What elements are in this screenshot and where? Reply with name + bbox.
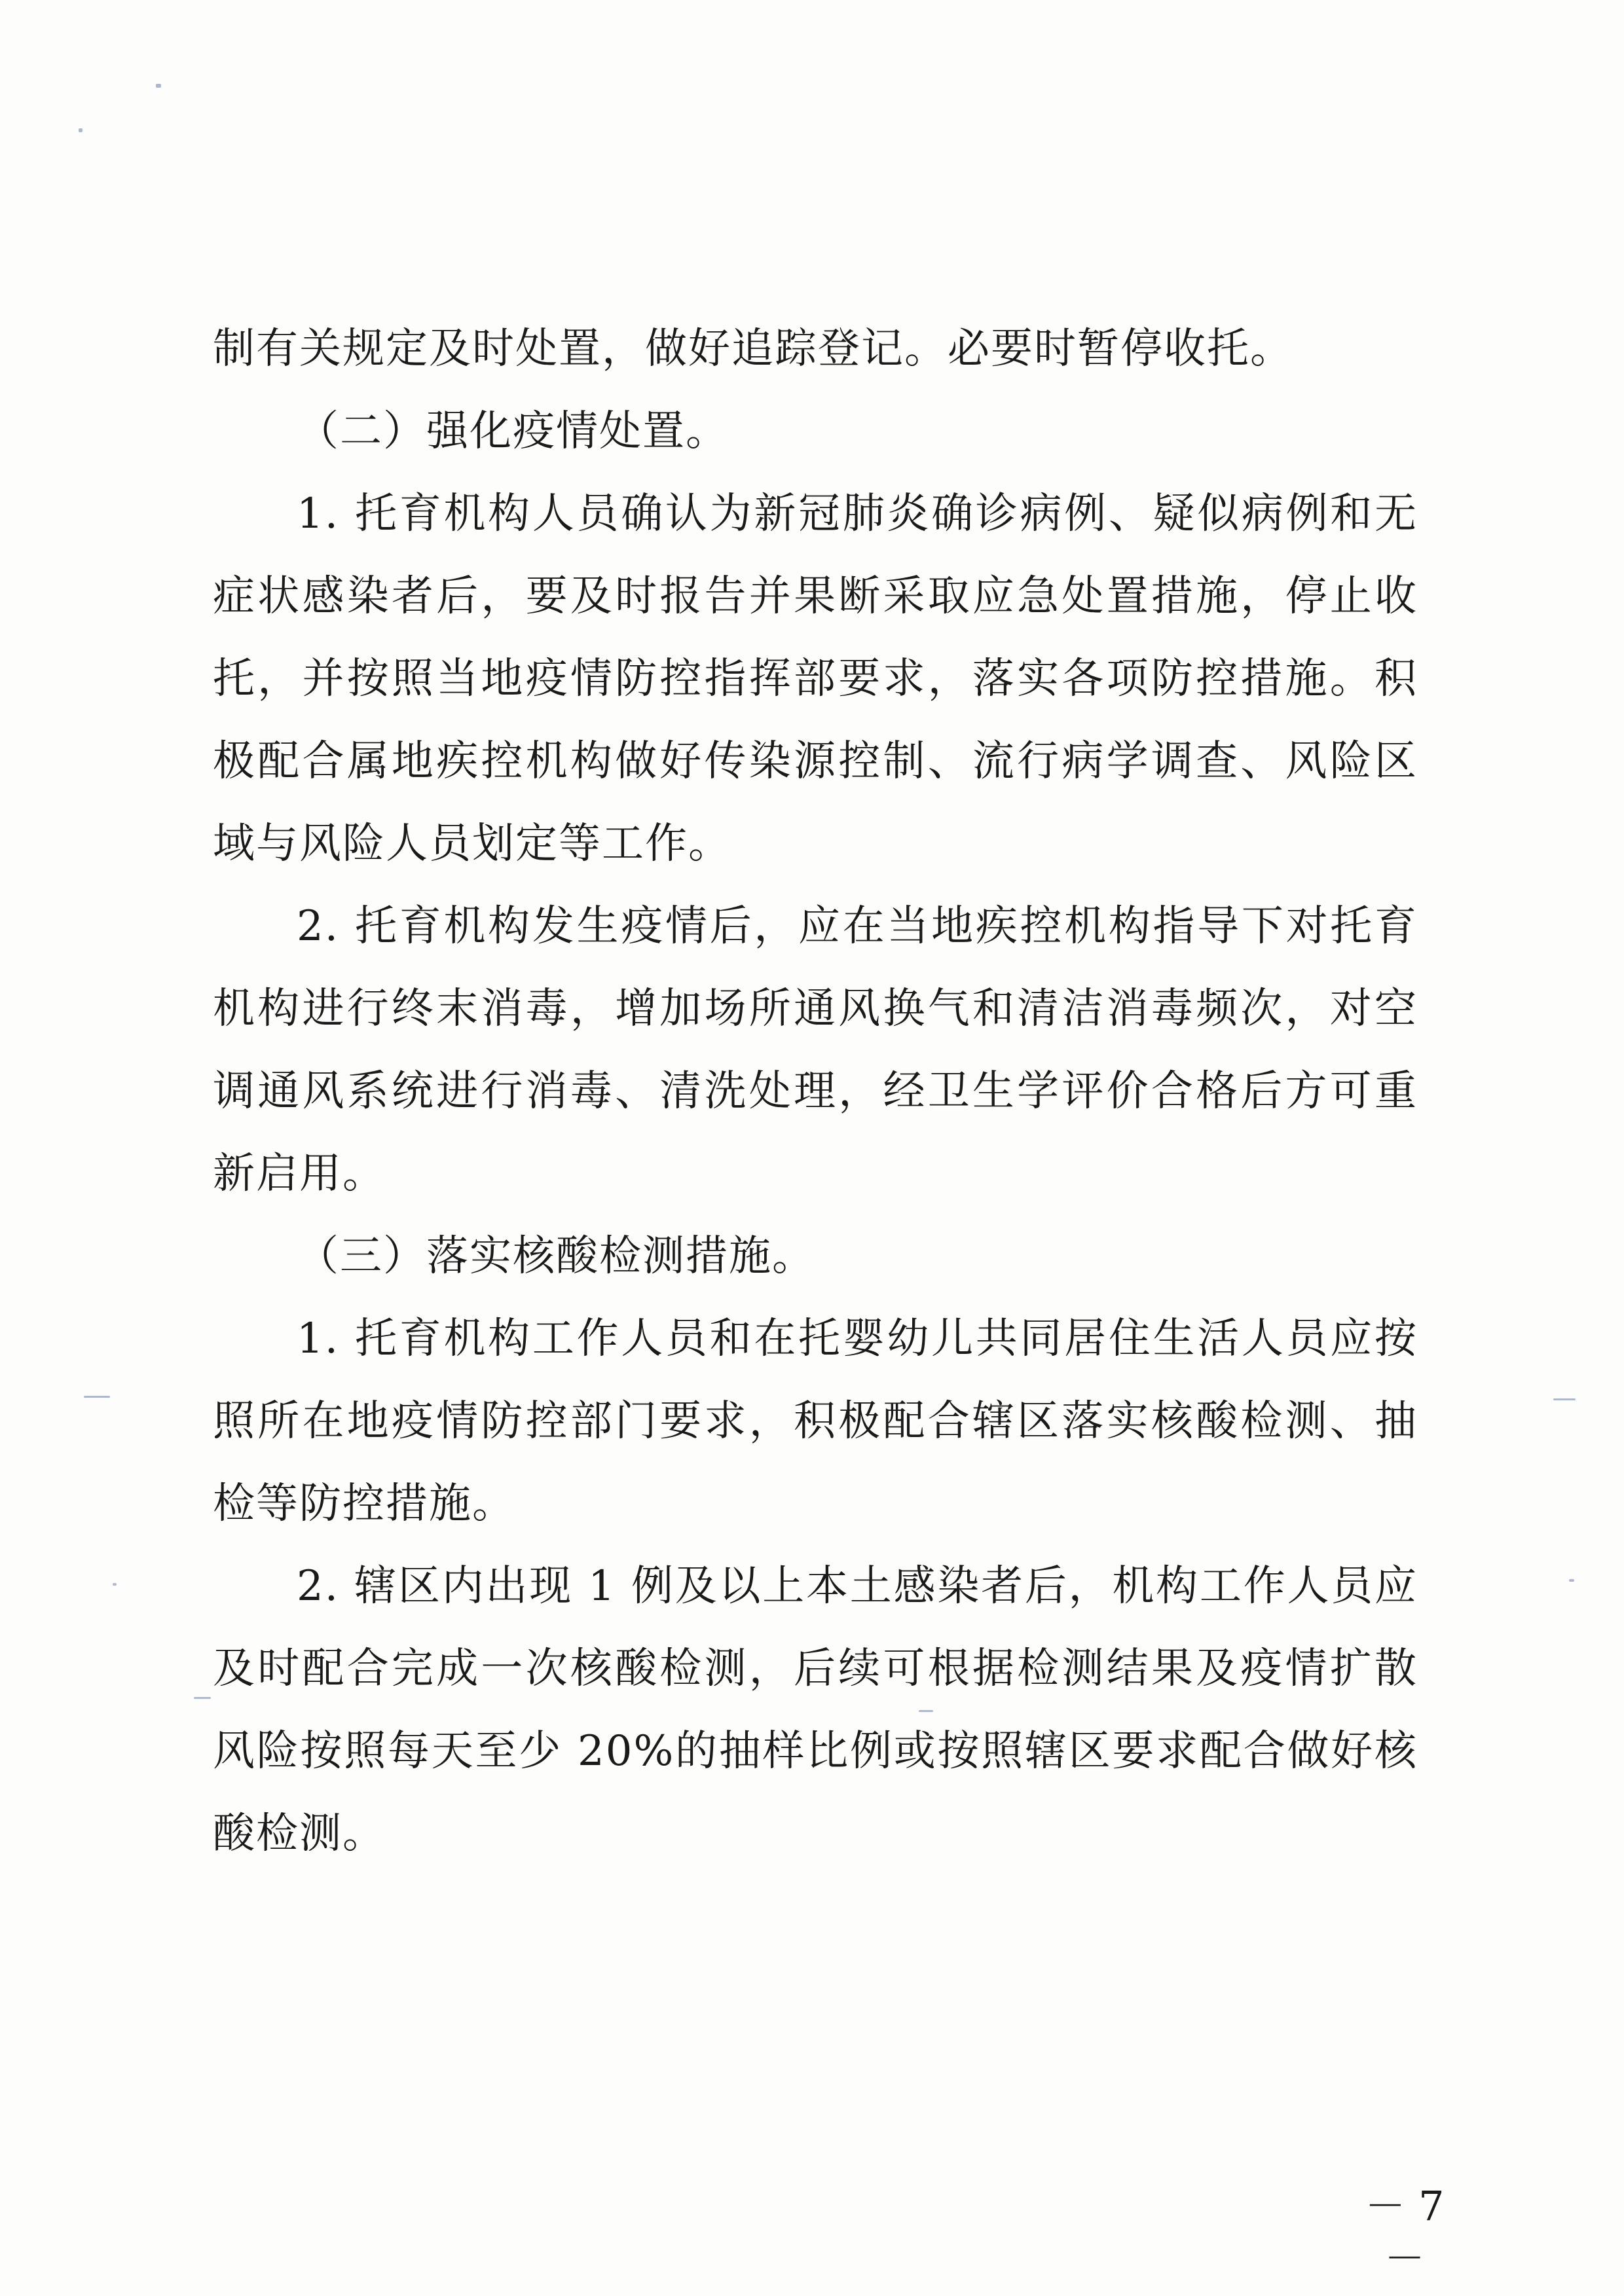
section-heading-three: （三）落实核酸检测措施。 <box>297 1232 815 1281</box>
scan-speck <box>156 84 161 88</box>
document-body <box>213 308 1418 1875</box>
scan-speck <box>1553 1398 1576 1400</box>
scan-speck <box>113 1583 117 1586</box>
scan-speck <box>194 1697 211 1699</box>
scan-speck <box>84 1396 110 1398</box>
body-paragraph: 1. 托育机构工作人员和在托婴幼儿共同居住生活人员应按照所在地疫情防控部门要求，积极配合辖区落实核酸检测、抽检等防控措施。 <box>213 1315 1418 1528</box>
scan-speck <box>1569 1579 1574 1582</box>
body-paragraph-continuation: 制有关规定及时处置，做好追踪登记。必要时暂停收托。 <box>213 325 1293 373</box>
body-paragraph: 2. 辖区内出现 1 例及以上本土感染者后，机构工作人员应及时配合完成一次核酸检测，后续可根据检测结果及疫情扩散风险按照每天至少 20%的抽样比例或按照辖区要求配合做好核酸检测。 <box>213 1562 1418 1858</box>
body-paragraph: 1. 托育机构人员确认为新冠肺炎确诊病例、疑似病例和无症状感染者后，要及时报告并果断采取应急处置措施，停止收托，并按照当地疫情防控指挥部要求，落实各项防控措施。积极配合属地疾控机构做好传染源控制、流行病学调查、风险区域与风险人员划定等工作。 <box>213 490 1418 868</box>
scan-speck <box>79 128 83 132</box>
page-number: － 7 － <box>1365 2182 1445 2282</box>
section-heading-two: （二）强化疫情处置。 <box>297 407 729 456</box>
body-paragraph: 2. 托育机构发生疫情后，应在当地疾控机构指导下对托育机构进行终末消毒，增加场所通风换气和清洁消毒频次，对空调通风系统进行消毒、清洗处理，经卫生学评价合格后方可重新启用。 <box>213 902 1418 1198</box>
